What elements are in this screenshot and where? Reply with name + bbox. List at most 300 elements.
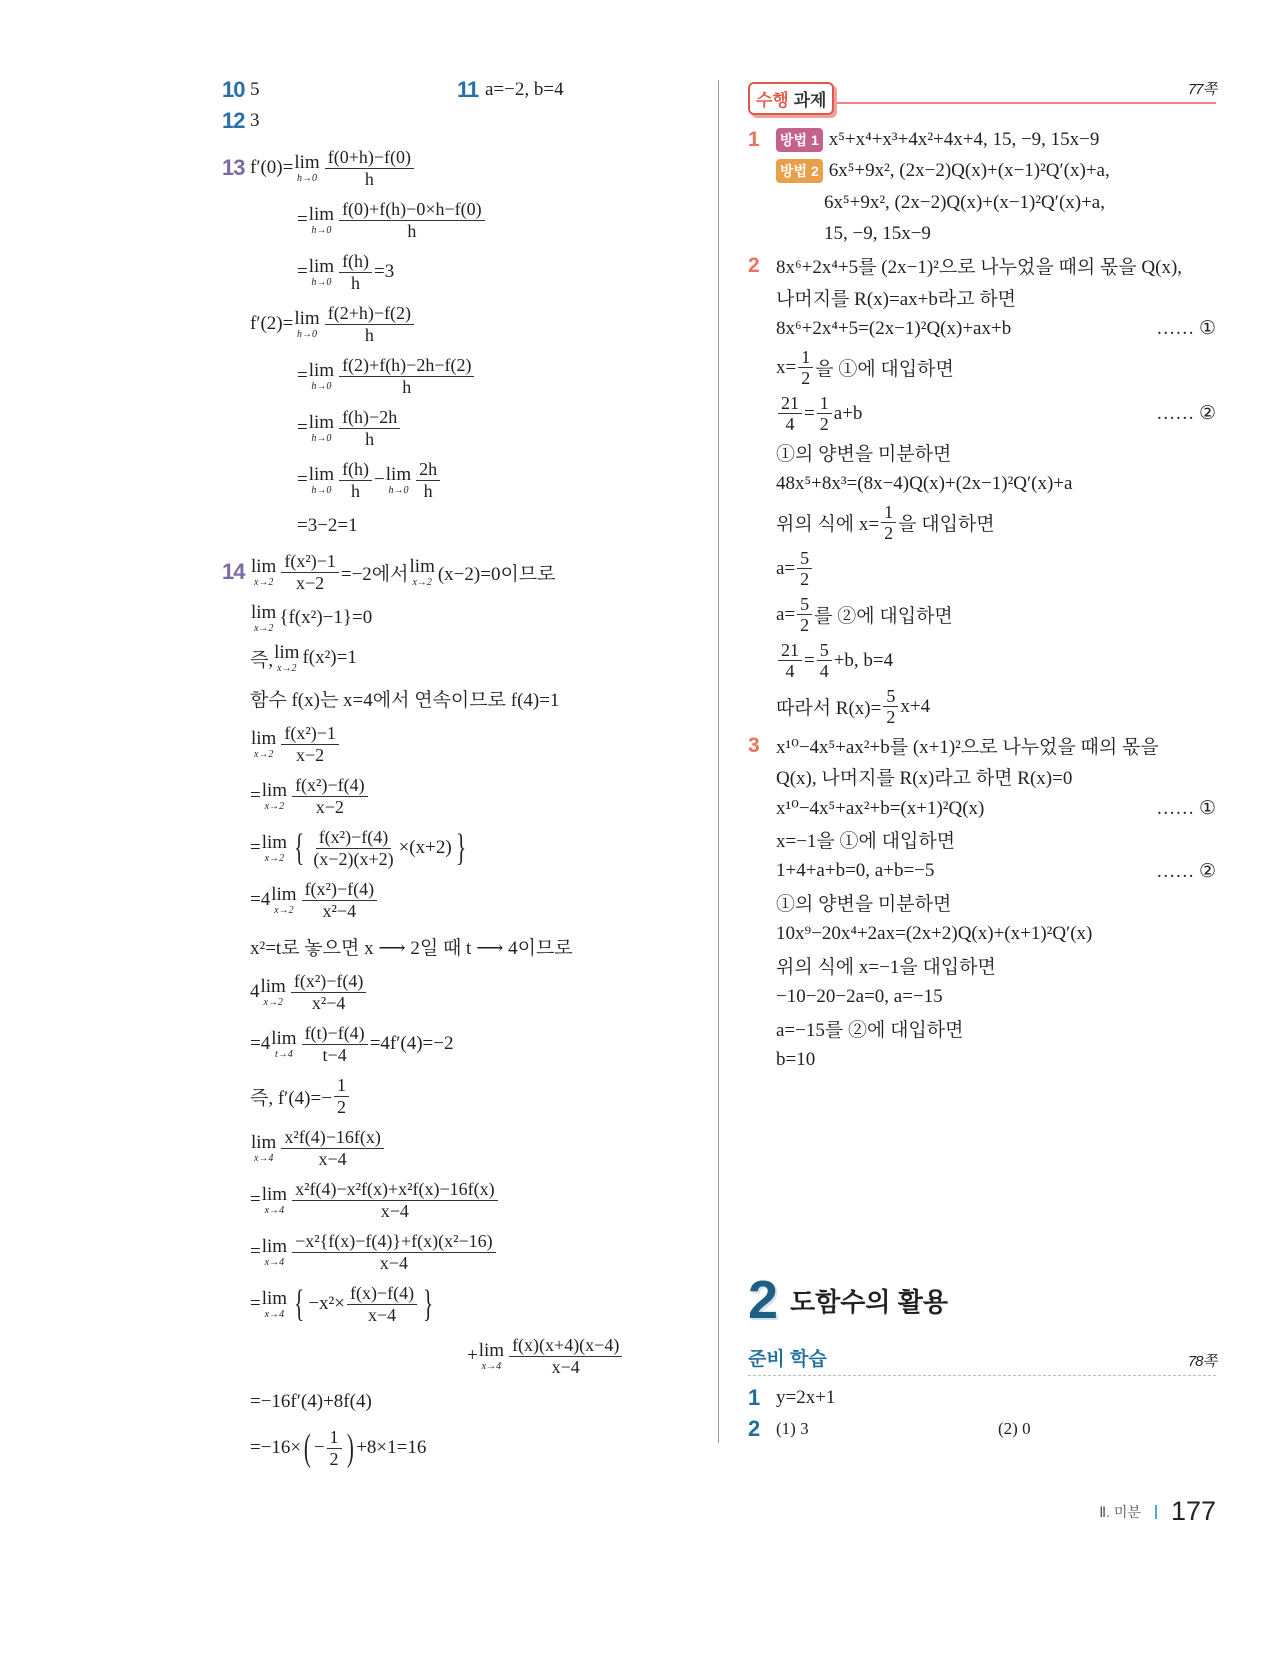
math-line bbox=[250, 1070, 692, 1122]
math-line bbox=[776, 761, 1216, 793]
math-text: − bbox=[313, 1437, 325, 1458]
math-text: = bbox=[250, 837, 261, 858]
fraction bbox=[310, 827, 396, 868]
large-bracket: } bbox=[423, 1283, 434, 1325]
math-text: 8x⁶+2x⁴+5를 (2x−1)²으로 나누었을 때의 몫을 Q(x), bbox=[776, 257, 1183, 279]
item-number: 3 bbox=[748, 733, 759, 757]
large-bracket: { bbox=[294, 827, 305, 869]
limit bbox=[294, 309, 319, 340]
limit-operator: lim bbox=[478, 1339, 505, 1361]
fraction-denominator: h bbox=[364, 168, 374, 189]
fraction bbox=[302, 1023, 368, 1064]
math-text: = bbox=[250, 785, 261, 806]
solution-lines bbox=[250, 142, 692, 546]
page-reference: 78쪽 bbox=[1187, 1353, 1216, 1370]
math-line bbox=[776, 793, 1216, 825]
math-text: −x²× bbox=[308, 1293, 345, 1314]
fraction-denominator: t−4 bbox=[322, 1044, 347, 1065]
fraction-denominator: x²−4 bbox=[311, 992, 346, 1013]
solution-lines bbox=[776, 250, 1216, 730]
limit bbox=[271, 885, 296, 916]
chapter-section bbox=[748, 1268, 1216, 1444]
limit bbox=[251, 729, 276, 760]
math-line bbox=[776, 824, 1216, 856]
math-text: = bbox=[297, 469, 308, 490]
math-text: =3−2=1 bbox=[297, 515, 358, 536]
fraction-denominator: h bbox=[351, 272, 361, 293]
math-text: b=10 bbox=[776, 1049, 816, 1071]
limit bbox=[274, 643, 299, 674]
math-text: +b, b=4 bbox=[833, 649, 894, 671]
math-text: 6x⁵+9x², (2x−2)Q(x)+(x−1)²Q′(x)+a, bbox=[824, 191, 1105, 213]
math-line bbox=[250, 822, 692, 874]
limit bbox=[309, 361, 334, 392]
limit-subscript: x→2 bbox=[412, 576, 432, 588]
fraction bbox=[292, 1179, 498, 1220]
limit-operator: lim bbox=[308, 411, 335, 433]
equation-tag: …… ② bbox=[1156, 403, 1216, 424]
answer-10 bbox=[222, 77, 457, 103]
page-reference: 77쪽 bbox=[1187, 81, 1216, 98]
fraction bbox=[797, 594, 812, 635]
fraction-numerator: f(h)−2h bbox=[339, 407, 400, 428]
fraction-denominator: 2 bbox=[801, 368, 811, 388]
math-line bbox=[250, 1382, 692, 1422]
math-text: 을 대입하면 bbox=[898, 514, 995, 535]
fraction-numerator: 2h bbox=[416, 459, 440, 480]
equation-tag: …… ① bbox=[1156, 797, 1216, 819]
answer-row bbox=[222, 74, 692, 105]
math-text: 를 ②에 대입하면 bbox=[814, 606, 953, 627]
fraction bbox=[339, 251, 372, 292]
math-line bbox=[776, 468, 1216, 500]
fraction-numerator: f(0+h)−f(0) bbox=[325, 147, 414, 168]
fraction-numerator: f(x²)−f(4) bbox=[292, 775, 368, 796]
right-column bbox=[748, 82, 1216, 1076]
math-text: 8x⁶+2x⁴+5=(2x−1)²Q(x)+ax+b bbox=[776, 317, 1012, 339]
fraction bbox=[281, 551, 339, 592]
math-text: f(x²)=1 bbox=[302, 647, 357, 668]
limit bbox=[410, 557, 435, 588]
math-text: 즉, bbox=[250, 649, 274, 671]
math-line bbox=[824, 187, 1216, 219]
math-text: =4 bbox=[250, 1033, 271, 1054]
math-text: = bbox=[250, 1241, 261, 1262]
math-line bbox=[776, 638, 1216, 684]
math-line bbox=[824, 219, 1216, 251]
item-number: 1 bbox=[748, 128, 759, 151]
math-line bbox=[250, 546, 692, 598]
fraction-denominator: h bbox=[402, 376, 412, 397]
math-line bbox=[297, 506, 692, 546]
fraction-numerator: f(t)−f(4) bbox=[302, 1023, 368, 1044]
limit-operator: lim bbox=[261, 831, 288, 853]
math-line bbox=[297, 194, 692, 246]
item-number: 10 bbox=[222, 76, 245, 102]
page-number: 177 bbox=[1170, 1496, 1216, 1526]
solution-lines bbox=[776, 124, 1216, 250]
fraction bbox=[416, 459, 440, 500]
limit-subscript: h→0 bbox=[388, 484, 409, 496]
fraction-numerator: f(x²)−1 bbox=[281, 723, 339, 744]
task-header bbox=[748, 82, 1216, 116]
fraction-numerator: f(h) bbox=[339, 251, 372, 272]
limit-operator: lim bbox=[251, 1131, 277, 1153]
fraction-denominator: 2 bbox=[884, 523, 894, 543]
answer-text: 5 bbox=[250, 78, 260, 100]
math-line bbox=[250, 874, 692, 926]
math-line bbox=[250, 638, 692, 678]
math-line bbox=[250, 678, 692, 718]
limit bbox=[261, 977, 286, 1008]
solution-item bbox=[748, 124, 1216, 250]
fraction-numerator: 5 bbox=[797, 594, 812, 615]
answer-text: 3 bbox=[250, 109, 260, 131]
fraction-denominator: 2 bbox=[886, 707, 896, 727]
task-solution-list bbox=[748, 124, 1216, 1076]
math-text: 6x⁵+9x², (2x−2)Q(x)+(x−1)²Q′(x)+a, bbox=[828, 160, 1110, 182]
prep-title: 준비 학습 bbox=[748, 1349, 827, 1370]
fraction-denominator: h bbox=[407, 220, 417, 241]
math-line bbox=[250, 298, 692, 350]
math-text: =4 bbox=[250, 889, 271, 910]
limit-subscript: x→4 bbox=[264, 1308, 285, 1320]
fraction bbox=[883, 686, 898, 727]
chapter-label: Ⅱ. 미분 bbox=[1099, 1503, 1141, 1520]
limit bbox=[294, 153, 319, 184]
limit bbox=[251, 1133, 276, 1164]
limit-operator: lim bbox=[308, 255, 335, 277]
answer-11 bbox=[457, 77, 692, 103]
math-line bbox=[467, 1330, 692, 1382]
fraction-denominator: x−2 bbox=[296, 572, 325, 593]
limit-subscript: x→2 bbox=[263, 996, 283, 1008]
math-text: (x−2)=0이므로 bbox=[437, 563, 556, 585]
fraction bbox=[302, 879, 378, 920]
math-text: x¹⁰−4x⁵+ax²+b를 (x+1)²으로 나누었을 때의 몫을 bbox=[776, 736, 1159, 758]
fraction-numerator: f(x²)−1 bbox=[281, 551, 339, 572]
fraction-denominator: x−4 bbox=[551, 1356, 580, 1377]
fraction-numerator: x²f(4)−16f(x) bbox=[281, 1127, 384, 1148]
math-line bbox=[776, 1045, 1216, 1077]
fraction-numerator: 5 bbox=[817, 640, 832, 661]
fraction-denominator: x−2 bbox=[296, 744, 325, 765]
math-text: x²=t로 놓으면 x ⟶ 2일 때 t ⟶ 4이므로 bbox=[250, 937, 573, 959]
math-line bbox=[776, 500, 1216, 546]
limit-subscript: x→2 bbox=[264, 800, 285, 812]
fraction bbox=[881, 502, 896, 543]
math-text: =4f′(4)=−2 bbox=[369, 1033, 454, 1054]
math-text: 4 bbox=[250, 981, 260, 1002]
limit bbox=[251, 557, 276, 588]
fraction bbox=[778, 640, 802, 681]
item-number: 14 bbox=[222, 559, 245, 584]
fraction-numerator: 1 bbox=[881, 502, 896, 523]
limit-operator: lim bbox=[294, 307, 320, 329]
limit-operator: lim bbox=[261, 779, 288, 801]
fraction-numerator: f(x²)−f(4) bbox=[316, 827, 392, 848]
math-text: =3 bbox=[374, 261, 395, 282]
chapter-number: 2 bbox=[748, 1270, 779, 1330]
limit bbox=[309, 465, 334, 496]
math-text: 위의 식에 x= bbox=[776, 514, 880, 535]
math-text: {f(x²)−1}=0 bbox=[279, 607, 373, 628]
limit-operator: lim bbox=[308, 359, 335, 381]
math-text: +8×1=16 bbox=[356, 1437, 427, 1458]
math-text: = bbox=[297, 261, 308, 282]
limit-subscript: h→0 bbox=[297, 328, 318, 340]
math-text: =−2에서 bbox=[340, 563, 409, 585]
math-line bbox=[250, 1018, 692, 1070]
fraction-numerator: f(h) bbox=[339, 459, 372, 480]
fraction bbox=[339, 199, 485, 240]
math-text: = bbox=[297, 417, 308, 438]
chapter-title bbox=[748, 1268, 1216, 1332]
math-line bbox=[250, 1174, 692, 1226]
fraction-denominator: x−2 bbox=[315, 796, 344, 817]
solution-lines bbox=[250, 546, 692, 1474]
limit bbox=[262, 781, 287, 812]
math-line bbox=[776, 1013, 1216, 1045]
fraction bbox=[339, 355, 474, 396]
limit bbox=[262, 1289, 287, 1320]
limit-subscript: x→2 bbox=[253, 748, 274, 760]
fraction bbox=[339, 407, 400, 448]
limit bbox=[251, 603, 276, 634]
math-line bbox=[776, 313, 1216, 345]
fraction-denominator: 2 bbox=[336, 1096, 346, 1117]
fraction-numerator: 1 bbox=[327, 1427, 342, 1448]
math-text: 48x⁵+8x³=(8x−4)Q(x)+(2x−1)²Q′(x)+a bbox=[776, 472, 1073, 494]
fraction bbox=[334, 1075, 349, 1116]
limit-subscript: x→4 bbox=[253, 1152, 274, 1164]
limit-subscript: h→0 bbox=[297, 172, 318, 184]
math-text: 10x⁹−20x⁴+2ax=(2x+2)Q(x)+(x+1)²Q′(x) bbox=[776, 923, 1093, 945]
limit-subscript: x→2 bbox=[264, 852, 285, 864]
fraction-numerator: f(2+h)−f(2) bbox=[325, 303, 414, 324]
math-line bbox=[297, 246, 692, 298]
prep-answer-1 bbox=[748, 1382, 1216, 1413]
fraction-numerator: x²f(4)−x²f(x)+x²f(x)−16f(x) bbox=[292, 1179, 498, 1200]
fraction-numerator: 21 bbox=[778, 393, 802, 414]
fraction-numerator: f(x²)−f(4) bbox=[291, 971, 367, 992]
fraction bbox=[797, 548, 812, 589]
item-number: 13 bbox=[222, 155, 245, 180]
math-line bbox=[776, 437, 1216, 469]
solution-lines bbox=[776, 730, 1216, 1077]
math-text: x¹⁰−4x⁵+ax²+b=(x+1)²Q(x) bbox=[776, 797, 985, 819]
solution-item bbox=[748, 730, 1216, 1077]
math-line bbox=[297, 454, 692, 506]
large-bracket: ) bbox=[346, 1427, 354, 1469]
large-bracket: } bbox=[455, 827, 466, 869]
fraction-denominator: x−4 bbox=[367, 1304, 397, 1325]
math-text: 15, −9, 15x−9 bbox=[824, 223, 931, 245]
limit-subscript: x→2 bbox=[277, 662, 297, 674]
fraction-denominator: x−4 bbox=[318, 1148, 347, 1169]
column-divider bbox=[718, 80, 719, 1443]
limit-subscript: h→0 bbox=[311, 484, 332, 496]
math-line bbox=[776, 250, 1216, 282]
math-line bbox=[776, 345, 1216, 391]
math-text: −10−20−2a=0, a=−15 bbox=[776, 986, 943, 1008]
page-footer bbox=[1099, 1496, 1216, 1527]
math-line bbox=[776, 730, 1216, 762]
limit-operator: lim bbox=[261, 1183, 288, 1205]
limit bbox=[262, 1237, 287, 1268]
math-line bbox=[250, 770, 692, 822]
fraction-numerator: 1 bbox=[817, 393, 832, 414]
math-text: a+b bbox=[833, 402, 863, 424]
limit bbox=[386, 465, 411, 496]
math-line bbox=[250, 718, 692, 770]
math-text: a= bbox=[776, 557, 796, 579]
fraction bbox=[292, 775, 368, 816]
solution-item bbox=[222, 142, 692, 546]
math-line bbox=[250, 1422, 692, 1474]
answer-text: y=2x+1 bbox=[776, 1386, 836, 1408]
fraction-denominator: 4 bbox=[785, 661, 795, 681]
prep-header bbox=[748, 1344, 1216, 1376]
solution-item bbox=[748, 250, 1216, 730]
limit bbox=[479, 1341, 504, 1372]
item-number: 12 bbox=[222, 107, 245, 133]
limit-operator: lim bbox=[385, 463, 412, 485]
fraction-denominator: x−4 bbox=[380, 1200, 409, 1221]
task-tab bbox=[748, 82, 834, 115]
solution-item bbox=[222, 546, 692, 1474]
limit-operator: lim bbox=[308, 463, 335, 485]
method-badge: 방법 2 bbox=[776, 159, 823, 183]
math-line bbox=[776, 684, 1216, 730]
fraction-denominator: h bbox=[423, 480, 433, 501]
fraction-denominator: 2 bbox=[819, 414, 829, 434]
limit-operator: lim bbox=[251, 601, 277, 623]
item-number: 11 bbox=[457, 76, 479, 102]
limit-operator: lim bbox=[409, 555, 435, 577]
math-text: Q(x), 나머지를 R(x)라고 하면 R(x)=0 bbox=[776, 768, 1073, 790]
math-text: 함수 f(x)는 x=4에서 연속이므로 f(4)=1 bbox=[250, 689, 560, 711]
fraction bbox=[817, 393, 832, 434]
math-text: f′(2)= bbox=[250, 313, 294, 334]
fraction-denominator: h bbox=[351, 480, 361, 501]
answer-text: a=−2, b=4 bbox=[485, 78, 564, 100]
item-number: 2 bbox=[748, 254, 759, 277]
math-line bbox=[776, 919, 1216, 951]
math-text: + bbox=[467, 1345, 478, 1366]
math-line bbox=[250, 966, 692, 1018]
fraction-numerator: f(x)(x+4)(x−4) bbox=[509, 1335, 622, 1356]
fraction-denominator: 2 bbox=[800, 615, 810, 635]
math-line bbox=[776, 156, 1216, 188]
fraction-denominator: h bbox=[364, 324, 374, 345]
math-line bbox=[250, 598, 692, 638]
method-badge: 방법 1 bbox=[776, 128, 823, 152]
limit-subscript: h→0 bbox=[311, 224, 332, 236]
limit-operator: lim bbox=[274, 641, 300, 663]
item-number: 2 bbox=[748, 1415, 760, 1441]
limit-operator: lim bbox=[308, 203, 335, 225]
math-text: 즉, f′(4)=− bbox=[250, 1087, 332, 1109]
header-rule bbox=[836, 102, 1216, 104]
math-text: x= bbox=[776, 356, 797, 378]
fraction bbox=[281, 723, 339, 764]
math-line bbox=[776, 391, 1216, 437]
math-line bbox=[297, 350, 692, 402]
fraction bbox=[339, 459, 372, 500]
math-text: =−16f′(4)+8f(4) bbox=[250, 1391, 372, 1412]
fraction-denominator: 2 bbox=[329, 1448, 339, 1469]
limit-operator: lim bbox=[294, 151, 320, 173]
fraction-denominator: x²−4 bbox=[322, 900, 357, 921]
math-text: = bbox=[250, 1293, 261, 1314]
fraction bbox=[325, 303, 414, 344]
math-text: f′(0)= bbox=[250, 157, 294, 178]
limit-operator: lim bbox=[260, 975, 286, 997]
fraction bbox=[327, 1427, 342, 1468]
math-text: = bbox=[297, 365, 308, 386]
limit-operator: lim bbox=[271, 883, 297, 905]
fraction-denominator: (x−2)(x+2) bbox=[313, 848, 394, 869]
math-line bbox=[250, 926, 692, 966]
fraction bbox=[817, 640, 832, 681]
math-text: = bbox=[250, 1189, 261, 1210]
limit-subscript: x→2 bbox=[253, 576, 274, 588]
fraction-denominator: x−4 bbox=[379, 1252, 408, 1273]
fraction-numerator: f(2)+f(h)−2h−f(2) bbox=[339, 355, 474, 376]
fraction-denominator: 2 bbox=[800, 569, 810, 589]
math-text: 을 ①에 대입하면 bbox=[815, 359, 954, 380]
prep-answer-2 bbox=[748, 1413, 1216, 1444]
math-text: =−16× bbox=[250, 1437, 302, 1458]
math-text: x=−1을 ①에 대입하면 bbox=[776, 831, 956, 853]
fraction bbox=[292, 1231, 496, 1272]
fraction bbox=[509, 1335, 622, 1376]
fraction-numerator: f(x)−f(4) bbox=[347, 1283, 417, 1304]
footer-separator bbox=[1155, 1505, 1157, 1519]
math-text: = bbox=[804, 402, 815, 424]
math-line bbox=[776, 887, 1216, 919]
equation-tag: …… ① bbox=[1156, 318, 1216, 340]
math-text: 나머지를 R(x)=ax+b라고 하면 bbox=[776, 288, 1017, 310]
chapter-name: 도함수의 활용 bbox=[790, 1286, 948, 1317]
limit-operator: lim bbox=[251, 555, 277, 577]
math-line bbox=[250, 1226, 692, 1278]
limit bbox=[271, 1029, 296, 1060]
fraction-numerator: 21 bbox=[778, 640, 802, 661]
math-text: − bbox=[374, 469, 385, 490]
math-text: ×(x+2) bbox=[398, 837, 452, 858]
math-line bbox=[776, 856, 1216, 888]
limit bbox=[262, 833, 287, 864]
limit-subscript: t→4 bbox=[275, 1048, 293, 1060]
math-text: a= bbox=[776, 603, 796, 625]
fraction bbox=[325, 147, 414, 188]
limit-subscript: x→2 bbox=[253, 622, 274, 634]
math-line bbox=[776, 950, 1216, 982]
fraction bbox=[778, 393, 802, 434]
tab-label-a: 수행 bbox=[756, 91, 789, 110]
limit-operator: lim bbox=[251, 727, 277, 749]
fraction bbox=[281, 1127, 384, 1168]
math-text: = bbox=[804, 649, 815, 671]
limit-subscript: x→2 bbox=[274, 904, 294, 916]
limit-operator: lim bbox=[261, 1287, 288, 1309]
limit-subscript: x→4 bbox=[481, 1360, 502, 1372]
fraction-numerator: −x²{f(x)−f(4)}+f(x)(x²−16) bbox=[292, 1231, 496, 1252]
fraction-numerator: 1 bbox=[334, 1075, 349, 1096]
limit-subscript: x→4 bbox=[264, 1204, 285, 1216]
